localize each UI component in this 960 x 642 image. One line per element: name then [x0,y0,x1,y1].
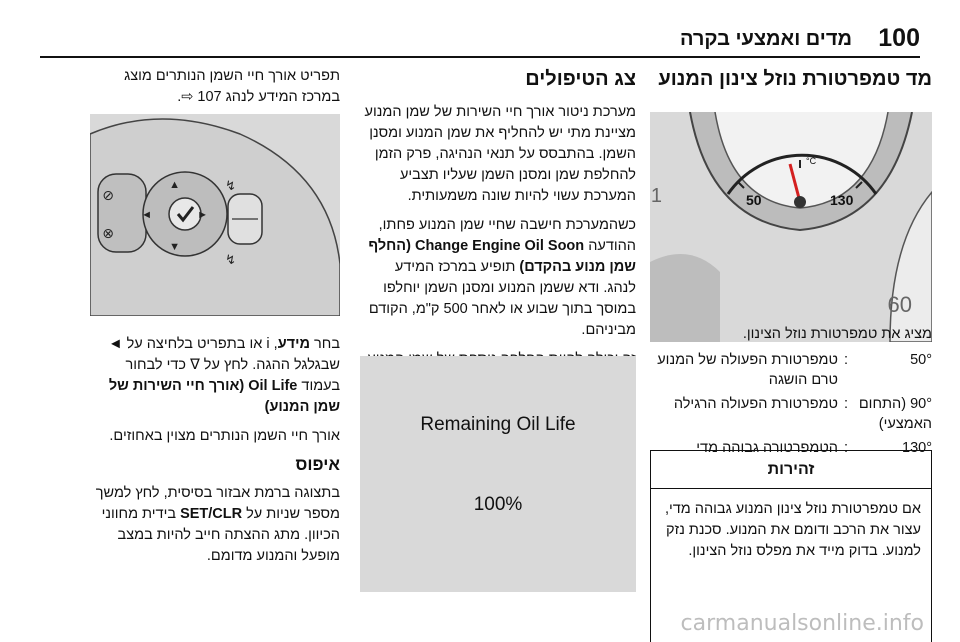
coolant-gauge-figure [650,112,932,342]
menu-instruction [90,334,340,418]
page-number: 100 [878,24,920,52]
service-heading: צג הטיפולים [525,68,636,90]
oil-life-screen [360,356,636,592]
caution-title: זהירות [651,451,931,489]
temp-description: טמפרטורת הפעולה של המנוע טרם הושגה [657,352,838,388]
watermark: carmanualsonline.info [680,611,924,636]
oil-life-menu-section [90,66,340,564]
coolant-gauge-illustration [650,112,932,342]
message-outro: תופיע במרכז המידע לנהג. ודא ששמן המנוע ומסנן השמן יוחלפו במוסך בתוך שבוע או לאחר 500 ק"מ, הקודם מביניהם. [368,259,636,338]
temp-value: 130° [902,440,932,456]
table-separator: : [843,440,849,456]
oil-life-title: Remaining Oil Life [420,414,576,435]
temp-value: 50° [910,352,932,368]
set-clr-label: SET/CLR [180,506,243,522]
reset-part-2: בידית מחווני הכיוון. מתג ההצתה חייב להיות במצב מופעל והמנוע מדומם. [101,506,340,564]
svg-text:►: ► [197,209,208,221]
table-separator: : [843,352,849,368]
percent-line: אורך חיי השמן הנותרים מצוין באחוזים. [109,428,340,444]
steering-wheel-illustration [90,114,340,316]
instr-info-label: מידע [277,336,310,352]
svg-text:1: 1 [650,185,662,207]
instr-part-1: בחר [314,336,340,352]
svg-text:⊗: ⊗ [102,225,114,241]
table-row [650,350,932,390]
svg-text:⊘: ⊘ [102,187,114,203]
oil-life-percent: 100% [473,494,523,515]
page-header [40,24,920,60]
svg-text:↯: ↯ [225,178,236,193]
temp-value: 90° (התחום האמצעי) [858,396,932,432]
table-row [650,394,932,434]
message-hebrew: Soon (החלף שמן מנוע בהקדם) [368,238,636,275]
gauge-unit-label: °C [806,156,817,166]
menu-intro-text: תפריט אורך חיי השמן הנותרים מוצג במרכז המידע לנהג [124,68,340,105]
instr-part-2: , i או בתפריט [196,336,278,352]
gauge-low-label: 50 [746,192,762,208]
coolant-section [650,66,932,559]
header-rule [40,56,920,58]
coolant-heading: מד טמפרטורת נוזל צינון המנוע [658,68,932,90]
temp-description: טמפרטורת הפעולה הרגילה [673,396,838,412]
svg-text:↯: ↯ [225,252,236,267]
steering-wheel-controls-figure [90,114,340,316]
svg-text:▲: ▲ [169,179,180,191]
svg-text:◄: ◄ [141,209,152,221]
page-reference: 107 ⇨. [177,89,222,105]
message-intro: כשהמערכת חישבה שחיי שמן המנוע פחתו, ההודעה [378,217,636,254]
temp-description: הטמפרטורה גבוהה מדי [696,440,838,456]
reset-heading: איפוס [295,455,340,474]
reset-part-1: בתצוגה ברמת אבזור בסיסית, לחץ למשך מספר שניות על [95,485,340,522]
service-paragraph-2 [360,215,636,341]
menu-intro [90,66,340,108]
chapter-title: מדים ואמצעי בקרה [679,28,852,50]
svg-text:▼: ▼ [169,241,180,253]
message-english: Change Engine Oil [414,238,544,254]
instr-part-4: ◄ שבגלגל ההגה. לחץ על ∇ כדי לבחור בעמוד [108,336,340,394]
instr-oil-life-label: Oil Life (אורך חיי השירות של שמן המנוע) [108,378,340,415]
service-display-section [360,66,636,399]
gauge-high-label: 130 [830,192,854,208]
coolant-caption: מציג את טמפרטורת נוזל הצינון. [742,326,932,342]
temperature-table [650,350,932,462]
instr-part-3: בלחיצה על [126,336,193,352]
svg-text:60: 60 [887,292,912,317]
reset-instruction [90,483,340,567]
service-paragraph-1: מערכת ניטור אורך חיי השירות של שמן המנוע מציינת מתי יש להחליף את שמן המנוע ומסנן השמן. בהתבסס על תנאי הנהיגה, פרק הזמן להחלפת שמן ומסנן השמן שעליו תצביע המערכת עשוי להיות שונה משמעותית. [364,104,636,204]
table-separator: : [843,396,849,412]
caution-text: אם טמפרטורת נוזל צינון המנוע גבוהה מדי, עצור את הרכב ודומם את המנוע. סכנת נזק למנוע. בדוק מייד את מפלס נוזל הצינון. [664,501,921,559]
